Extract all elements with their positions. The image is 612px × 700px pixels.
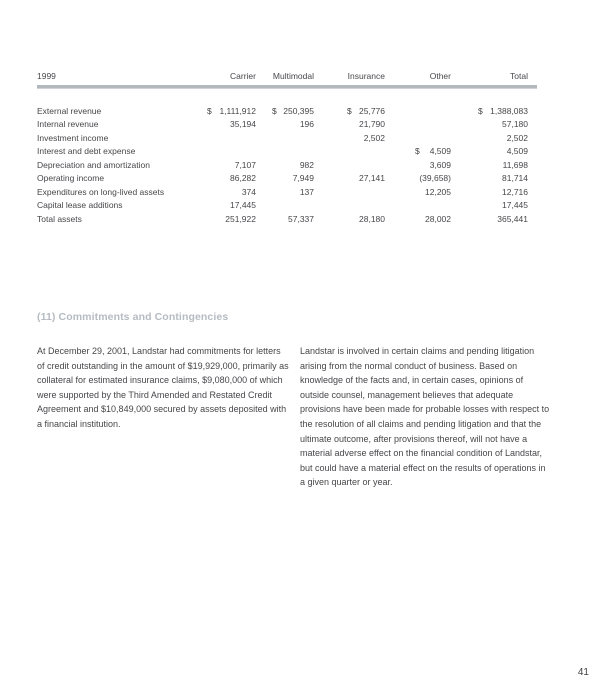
cell-value: 12,716 (502, 186, 528, 197)
dollar-sign: $ (207, 106, 212, 116)
table-row (37, 172, 537, 185)
table-row (37, 159, 537, 172)
commitments-paragraph: At December 29, 2001, Landstar had commitments for letters of credit outstanding in the amount of $19,929,000, primarily as collateral for estimated insurance claims, $9,080,000 of which were supported by the Third Amended and Restated Credit Agreement and $10,849,000 secured by assets deposited with a financial institution. (37, 346, 289, 429)
row-label: Total assets (37, 213, 82, 224)
table-row (37, 132, 537, 145)
cell-value: 12,205 (425, 186, 451, 197)
cell-total (451, 186, 528, 199)
cell-carrier (207, 213, 256, 226)
cell-value: 7,107 (234, 159, 256, 170)
cell-value: 1,388,083 (490, 106, 528, 116)
cell-carrier (207, 105, 256, 118)
table-row (37, 145, 537, 158)
row-label: Internal revenue (37, 119, 99, 130)
cell-insurance (314, 105, 385, 118)
cell-value: 251,922 (225, 213, 256, 224)
cell-value: 17,445 (230, 200, 256, 211)
cell-value: 57,337 (288, 213, 314, 224)
dollar-sign: $ (347, 106, 352, 116)
cell-total (451, 199, 528, 212)
column-header-carrier: Carrier (230, 71, 256, 81)
cell-carrier (207, 132, 256, 145)
cell-multimodal (256, 145, 314, 158)
segment-financial-table (37, 70, 537, 226)
cell-value: 28,180 (359, 213, 385, 224)
cell-value: 86,282 (230, 173, 256, 184)
cell-value: 2,502 (363, 132, 385, 143)
cell-value: 4,509 (506, 146, 528, 157)
cell-value: 365,441 (497, 213, 528, 224)
cell-value: 11,698 (502, 159, 528, 170)
cell-multimodal (256, 159, 314, 172)
cell-other (385, 132, 451, 145)
cell-value: 196 (299, 119, 314, 130)
cell-other (385, 213, 451, 226)
cell-insurance (314, 199, 385, 212)
cell-value: 374 (241, 186, 256, 197)
table-year-label: 1999 (37, 71, 56, 81)
table-header-rule (37, 85, 537, 89)
row-label: Investment income (37, 132, 109, 143)
cell-carrier (207, 199, 256, 212)
cell-total (451, 172, 528, 185)
cell-total (451, 118, 528, 131)
dollar-sign: $ (272, 106, 277, 116)
cell-insurance (314, 159, 385, 172)
page-number: 41 (577, 667, 589, 678)
row-label: Interest and debt expense (37, 146, 136, 157)
cell-carrier (207, 118, 256, 131)
cell-value: 7,949 (292, 173, 314, 184)
table-row (37, 213, 537, 226)
litigation-paragraph: Landstar is involved in certain claims and pending litigation arising from the normal conduct of business. Based on knowledge of the facts and, in certain cases, opinions of outside counsel, management believes that adequate provisions have been made for probable losses with respect to the resolution of all claims and pending litigation and that the ultimate outcome, after provisions thereof, will not have a material adverse effect on the financial condition of Landstar, but could have a material effect on the results of operations in a given quarter or year. (300, 346, 550, 488)
cell-carrier (207, 186, 256, 199)
row-label: External revenue (37, 106, 102, 116)
cell-value: 57,180 (502, 119, 528, 130)
cell-carrier (207, 145, 256, 158)
cell-value: (39,658) (419, 173, 451, 184)
cell-other (385, 105, 451, 118)
column-header-total: Total (510, 71, 528, 81)
dollar-sign: $ (415, 146, 420, 157)
cell-insurance (314, 213, 385, 226)
cell-value: 25,776 (359, 106, 385, 116)
cell-value: 3,609 (429, 159, 451, 170)
column-header-multimodal: Multimodal (272, 71, 314, 81)
row-label: Expenditures on long-lived assets (37, 186, 165, 197)
cell-value: 2,502 (506, 132, 528, 143)
cell-value: 28,002 (425, 213, 451, 224)
cell-insurance (314, 172, 385, 185)
cell-value: 17,445 (502, 200, 528, 211)
row-label: Capital lease additions (37, 200, 123, 211)
cell-value: 35,194 (230, 119, 256, 130)
cell-other (385, 172, 451, 185)
cell-multimodal (256, 172, 314, 185)
cell-other (385, 186, 451, 199)
cell-total (451, 145, 528, 158)
cell-insurance (314, 118, 385, 131)
table-row (37, 105, 537, 118)
cell-value: 4,509 (429, 146, 451, 157)
cell-other (385, 118, 451, 131)
cell-value: 27,141 (359, 173, 385, 184)
cell-other (385, 145, 451, 158)
column-header-insurance: Insurance (347, 71, 385, 81)
table-body (37, 105, 537, 226)
cell-total (451, 159, 528, 172)
section-heading: (11) Commitments and Contingencies (37, 311, 229, 323)
table-row (37, 186, 537, 199)
row-label: Depreciation and amortization (37, 159, 150, 170)
cell-multimodal (256, 118, 314, 131)
cell-value: 81,714 (502, 173, 528, 184)
cell-value: 21,790 (359, 119, 385, 130)
cell-multimodal (256, 199, 314, 212)
cell-value: 137 (299, 186, 314, 197)
cell-total (451, 105, 528, 118)
table-row (37, 118, 537, 131)
table-header-row (37, 70, 537, 82)
cell-other (385, 199, 451, 212)
cell-insurance (314, 186, 385, 199)
cell-carrier (207, 159, 256, 172)
table-row (37, 199, 537, 212)
cell-multimodal (256, 105, 314, 118)
cell-total (451, 132, 528, 145)
cell-insurance (314, 132, 385, 145)
cell-multimodal (256, 213, 314, 226)
dollar-sign: $ (478, 106, 483, 116)
cell-insurance (314, 145, 385, 158)
cell-carrier (207, 172, 256, 185)
cell-multimodal (256, 186, 314, 199)
column-header-other: Other (429, 71, 451, 81)
cell-multimodal (256, 132, 314, 145)
cell-total (451, 213, 528, 226)
cell-other (385, 159, 451, 172)
row-label: Operating income (37, 173, 105, 184)
cell-value: 250,395 (283, 106, 314, 116)
cell-value: 982 (299, 159, 314, 170)
cell-value: 1,111,912 (219, 106, 256, 116)
